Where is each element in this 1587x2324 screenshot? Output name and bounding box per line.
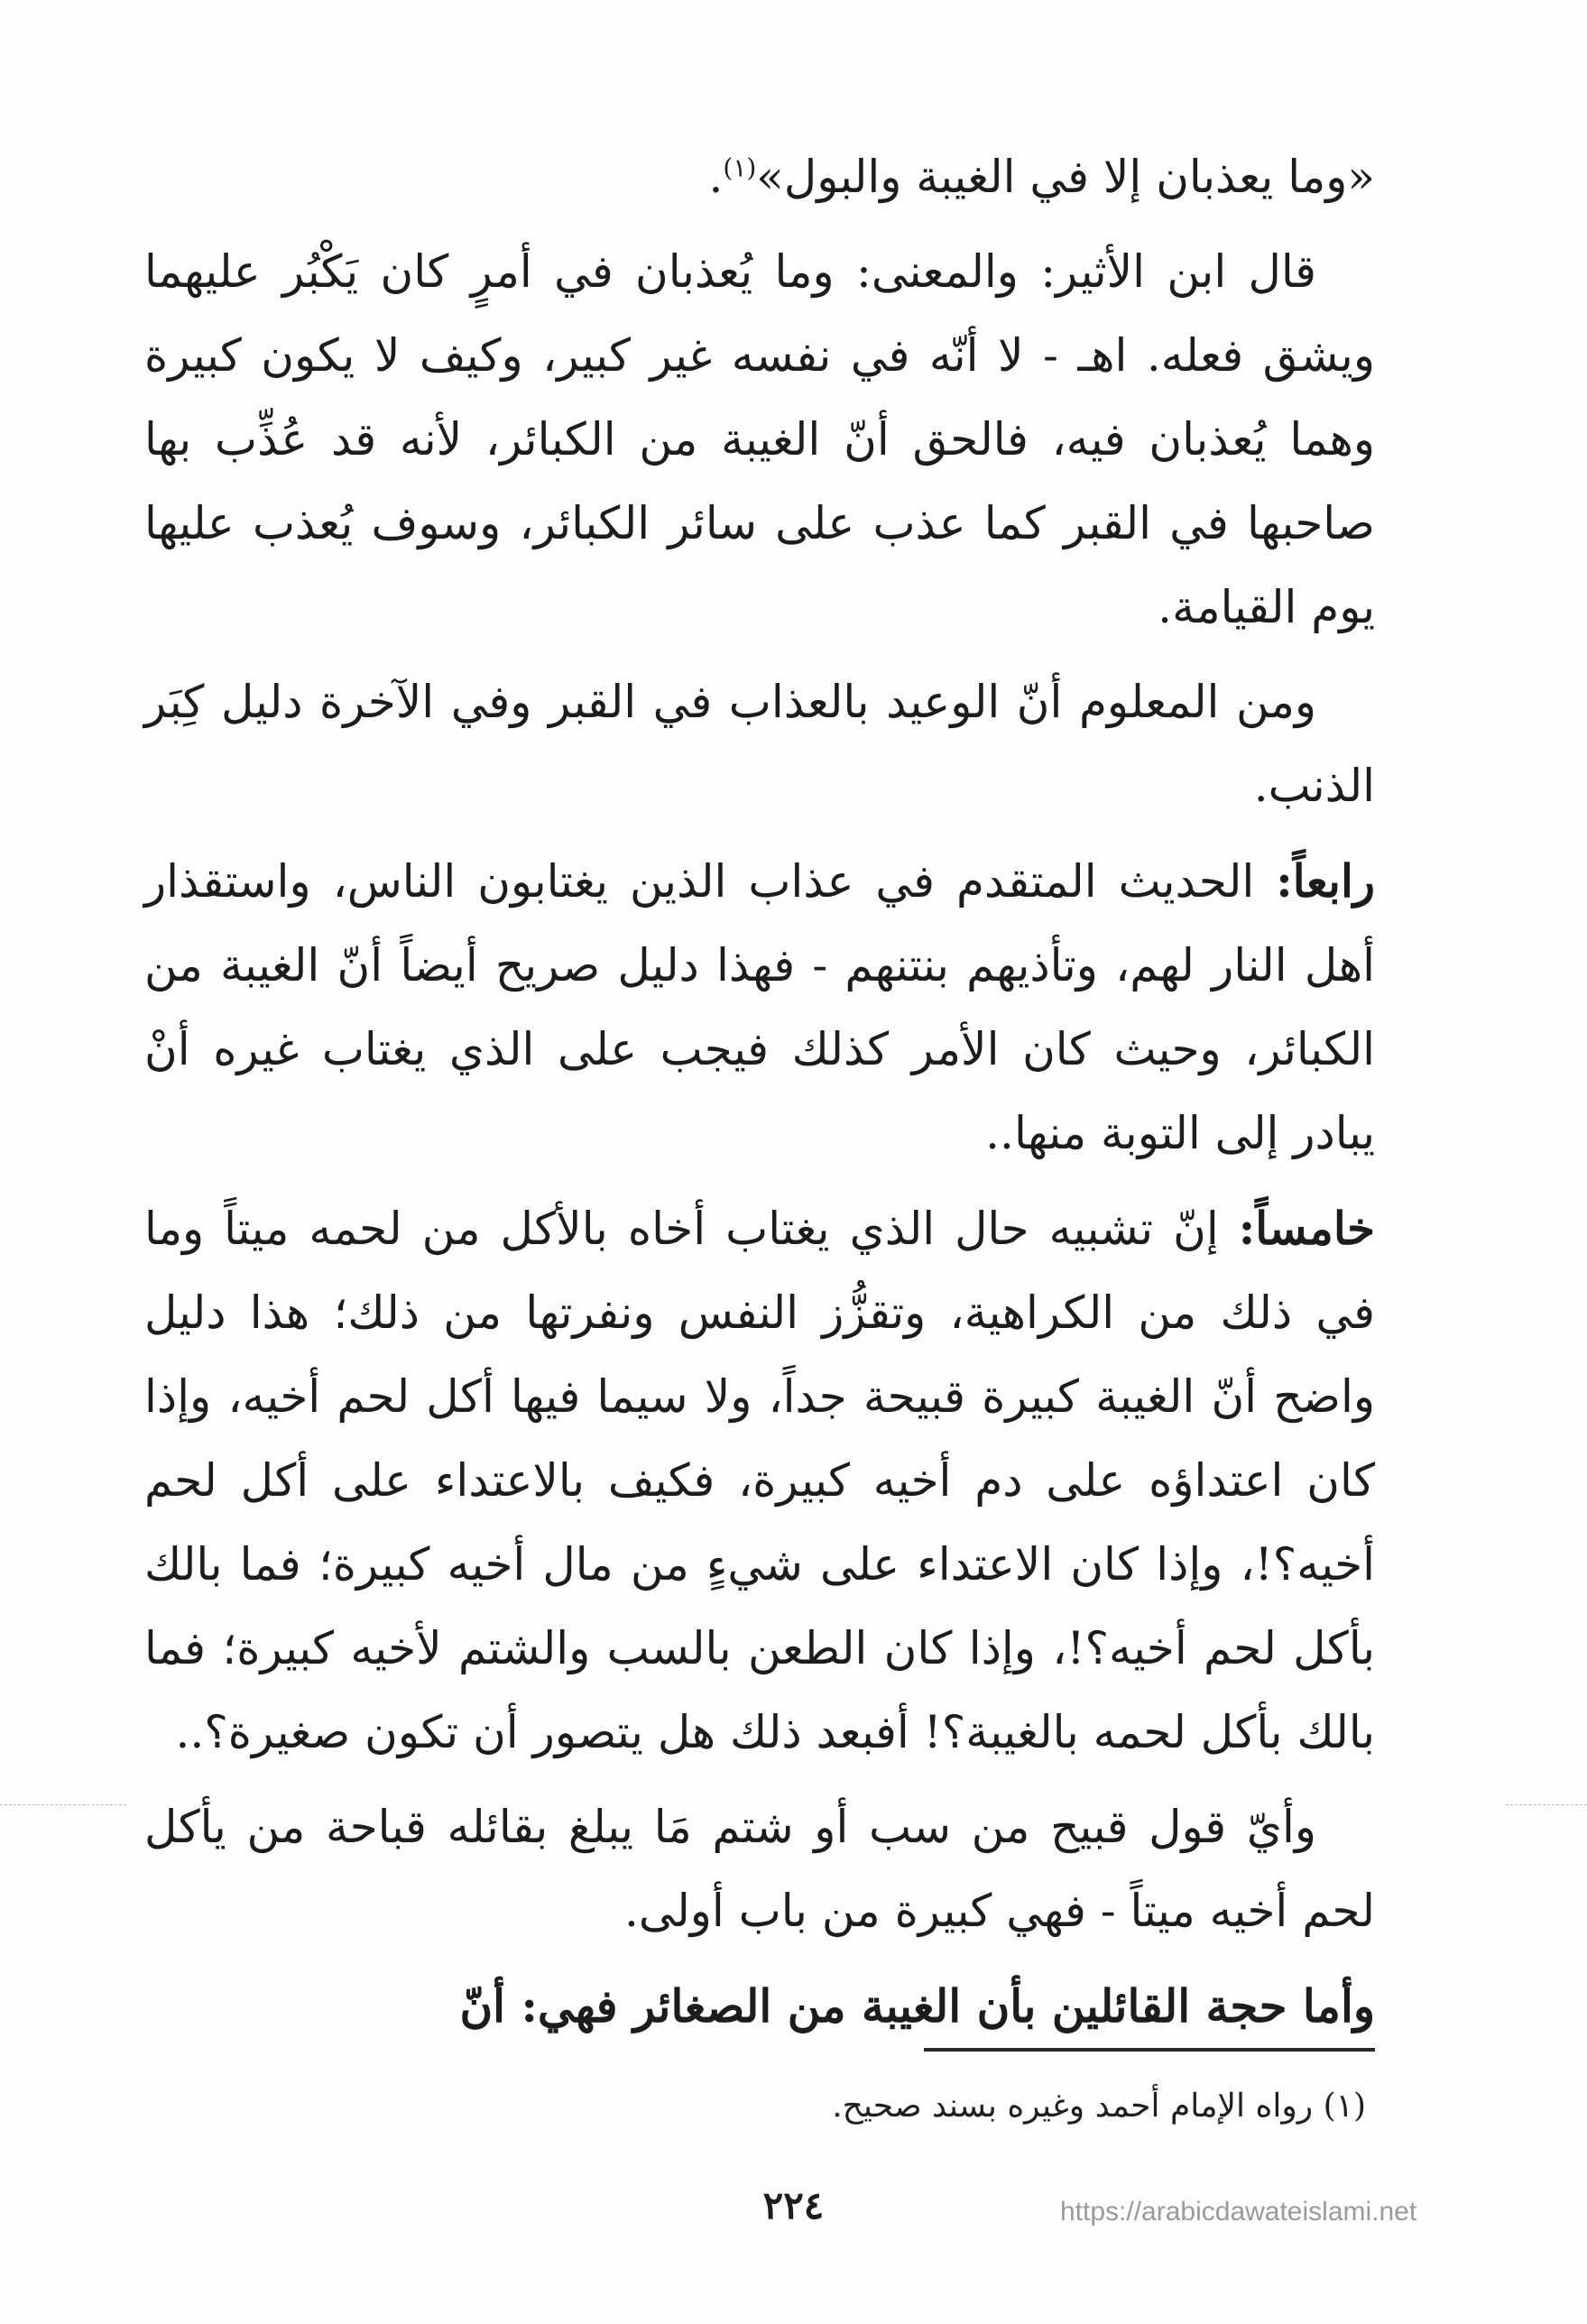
footnote-divider (924, 2048, 1375, 2052)
paragraph-6 (144, 1785, 1375, 1953)
paragraph-6-text: وأيّ قول قبيح من سب أو شتم مَا يبلغ بقائله قباحة من يأكل لحم أخيه ميتاً - فهي كبيرة من باب أولى. (144, 1801, 1375, 1937)
paragraph-5 (144, 1186, 1375, 1775)
paragraph-5-text: إنّ تشبيه حال الذي يغتاب أخاه بالأكل من لحمه ميتاً وما في ذلك من الكراهية، وتقزُّز النفس ونفرتها من ذلك؛ هذا دليل واضح أنّ الغيبة كبيرة قبيحة جداً، ولا سيما فيها أكل لحم أخيه، وإذا كان اعتداؤه على دم أخيه كبيرة، فكيف بالاعتداء على أكل لحم أخيه؟!، وإذا كان الاعتداء على شيءٍ من مال أخيه كبيرة؛ فما بالك بأكل لحم أخيه؟!، وإذا كان الطعن بالسب والشتم لأخيه كبيرة؛ فما بالك بأكل لحمه بالغيبة؟! أفبعد ذلك هل يتصور أن تكون صغيرة؟.. (144, 1203, 1375, 1758)
page-number: ٢٢٤ (762, 2183, 825, 2227)
paragraph-4-lead: رابعاً: (1276, 854, 1375, 908)
closing-line: وأما حجة القائلين بأن الغيبة من الصغائر فهي: أنّ (459, 1979, 1375, 2033)
scan-artifact-line (0, 1804, 126, 1805)
paragraph-5-lead: خامساً: (1238, 1202, 1375, 1255)
paragraph-2 (144, 230, 1375, 650)
footnote: (١) رواه الإمام أحمد وغيره بسند صحيح. (832, 2088, 1366, 2125)
paragraph-1-text: «وما يعذبان إلا في الغيبة والبول» (756, 151, 1375, 203)
paragraph-1-tail: . (708, 151, 724, 203)
watermark-url: https://arabicdawateislami.net (1060, 2197, 1417, 2227)
scan-artifact-line (1506, 1804, 1587, 1805)
paragraph-4-text: الحديث المتقدم في عذاب الذين يغتابون الناس، واستقذار أهل النار لهم، وتأذيهم بنتنهم - فهذا دليل صريح أيضاً أنّ الغيبة من الكبائر، وحيث كان الأمر كذلك فيجب على الذي يغتاب غيره أنْ يبادر إلى التوبة منها.. (144, 855, 1375, 1159)
paragraph-4 (144, 839, 1375, 1176)
paragraph-2-text: قال ابن الأثير: والمعنى: وما يُعذبان في أمرٍ كان يَكْبُر عليهما ويشق فعله. اهـ - لا أنّه في نفسه غير كبير، وكيف لا يكون كبيرة وهما يُعذبان فيه، فالحق أنّ الغيبة من الكبائر، لأنه قد عُذِّب بها صاحبها في القبر كما عذب على سائر الكبائر، وسوف يُعذب عليها يوم القيامة. (144, 245, 1375, 633)
paragraph-1 (144, 135, 1375, 219)
main-text (144, 135, 1375, 2059)
paragraph-3 (144, 660, 1375, 828)
paragraph-3-text: ومن المعلوم أنّ الوعيد بالعذاب في القبر وفي الآخرة دليل كِبَر الذنب. (144, 676, 1375, 812)
footnote-marker: (١) (723, 152, 757, 183)
